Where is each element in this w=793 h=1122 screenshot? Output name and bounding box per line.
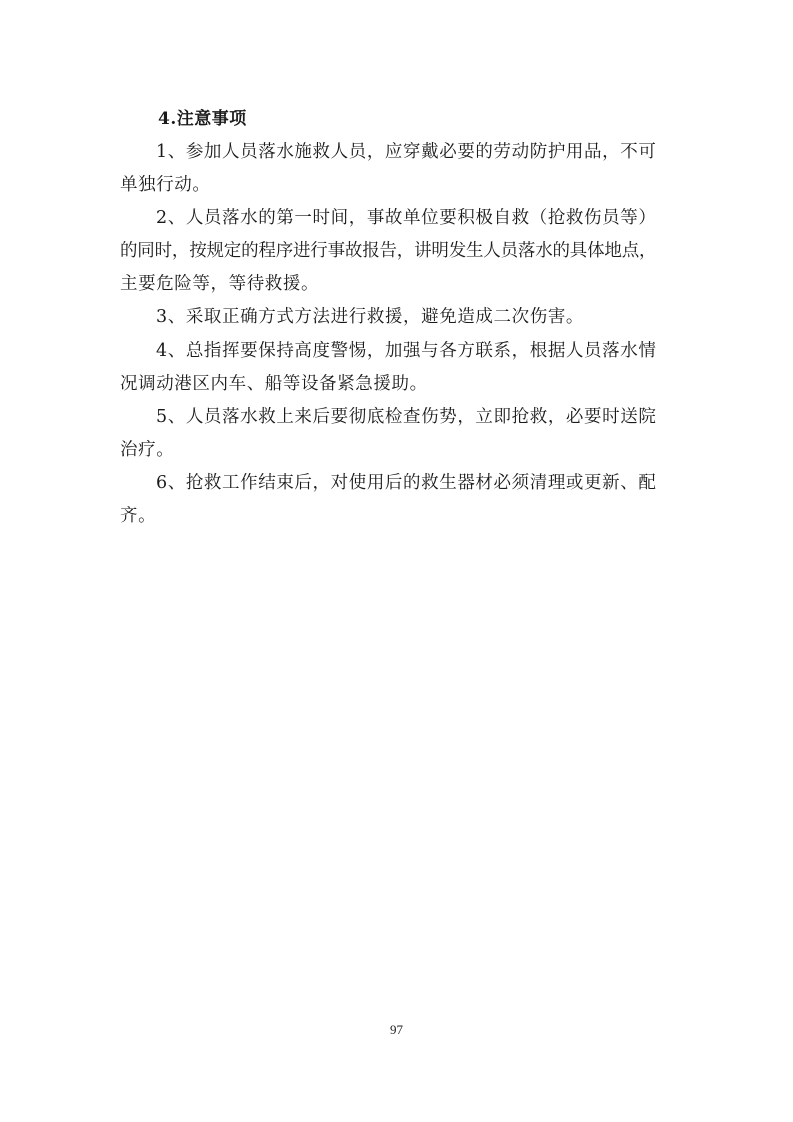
item-1-line-2: 单独行动。 <box>120 175 211 196</box>
page-number: 97 <box>390 1022 403 1037</box>
item-1-line-1: 1、参加人员落水施救人员，应穿戴必要的劳动防护用品，不可 <box>156 142 657 162</box>
item-6-line-1: 6、抢救工作结束后，对使用后的救生器材必须清理或更新、配 <box>156 472 657 493</box>
item-5 <box>120 401 678 467</box>
item-3 <box>120 301 678 334</box>
item-1 <box>120 136 678 202</box>
item-4-line-2: 况调动港区内车、船等设备紧急援助。 <box>120 373 428 394</box>
item-6 <box>120 467 678 533</box>
section-heading: 4.注意事项 <box>158 109 247 129</box>
document-page-body <box>120 103 678 533</box>
item-5-line-1: 5、人员落水救上来后要彻底检查伤势，立即抢救，必要时送院 <box>156 406 657 427</box>
item-3-line-1: 3、采取正确方式方法进行救援，避免造成二次伤害。 <box>156 307 585 328</box>
item-2-line-3: 主要危险等，等待救援。 <box>120 274 320 295</box>
item-5-line-2: 治疗。 <box>120 439 175 460</box>
item-2 <box>120 202 678 301</box>
item-6-line-2: 齐。 <box>120 506 157 527</box>
item-2-line-2: 的同时，按规定的程序进行事故报告，讲明发生人员落水的具体地点， <box>120 241 657 262</box>
item-2-line-1: 2、人员落水的第一时间，事故单位要积极自救（抢救伤员等） <box>156 208 657 229</box>
item-4 <box>120 335 678 401</box>
item-4-line-1: 4、总指挥要保持高度警惕，加强与各方联系，根据人员落水情 <box>156 340 657 361</box>
